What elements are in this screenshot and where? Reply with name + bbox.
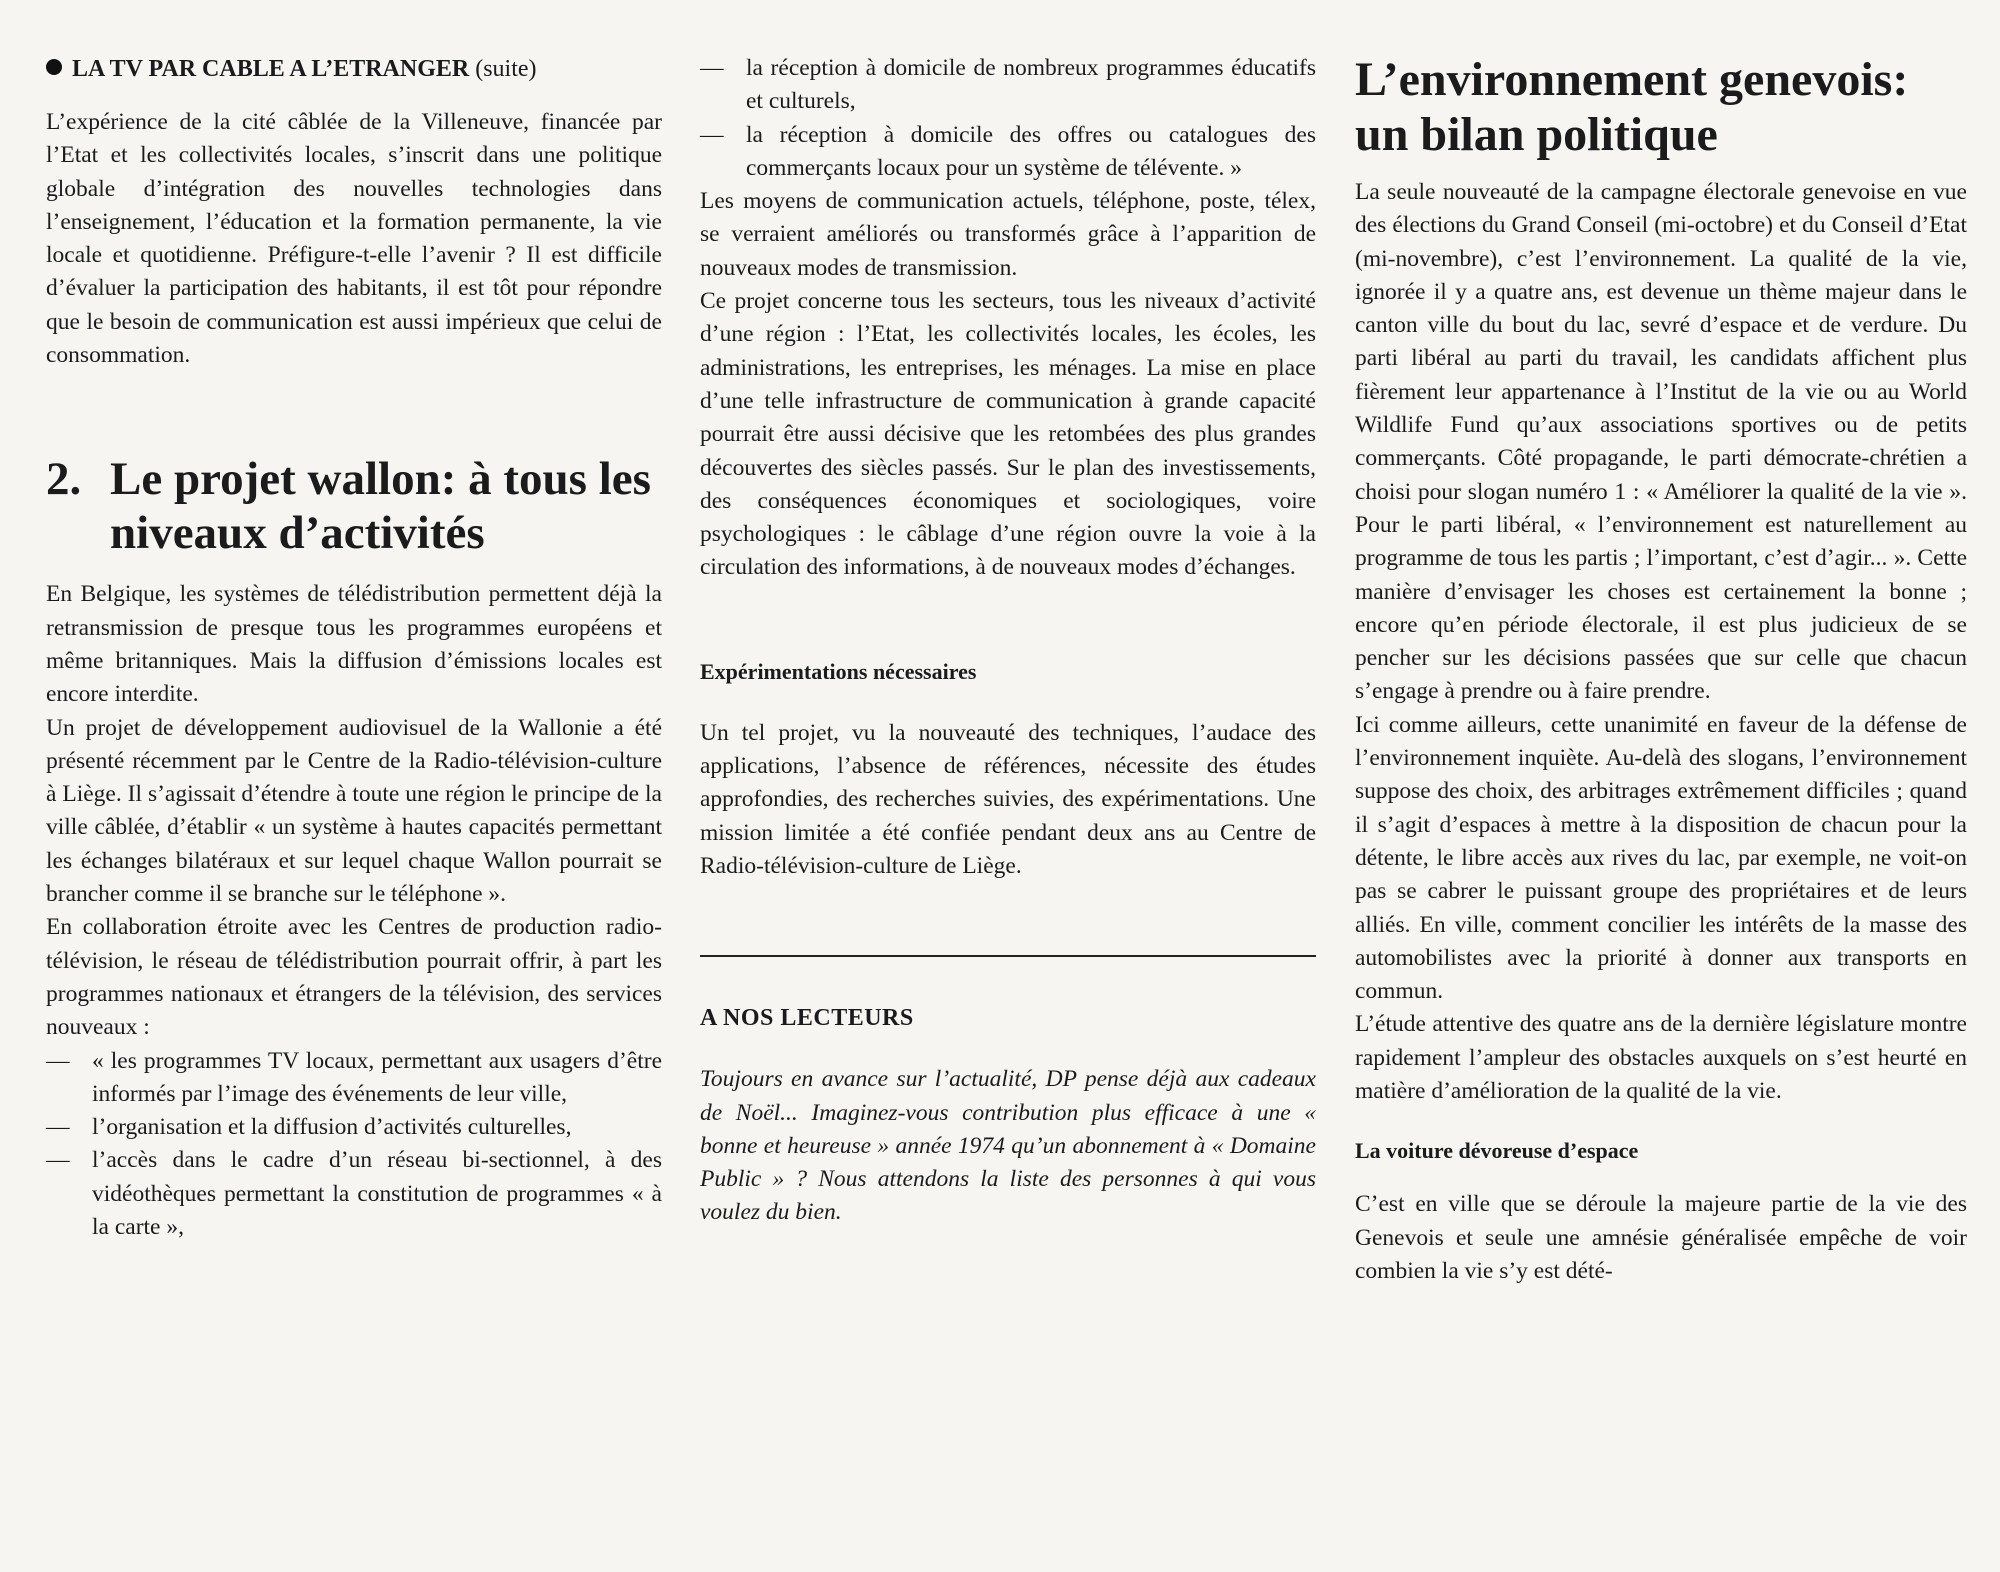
list-item: — la réception à domicile des offres ou catalogues des commerçants locaux pour un système de télévente. » [700,119,1316,186]
paragraph: Ce projet concerne tous les secteurs, tous les niveaux d’activité d’une région : l’Etat, les collectivités locales, les écoles, les administrations, les entreprises, les ménages. La mise en place d’une telle infrastructure de communication à grande capacité pourrait être aussi décisive que les retombées des plus grandes découvertes des siècles passés. Sur le plan des investissements, des conséquences économiques et sociologiques, voire psychologiques : le câblage d’une région ouvre la voie à la circulation des informations, à de nouveaux modes d’échanges. [700,288,1316,581]
list-item: — « les programmes TV locaux, permettant aux usagers d’être informés par l’image des événements de leur ville, [46,1045,662,1112]
article-heading-wallon [46,452,662,560]
notice-title: A NOS LECTEURS [700,1005,914,1032]
column-middle [700,52,1316,1230]
paragraph: La seule nouveauté de la campagne électorale genevoise en vue des élections du Grand Conseil (mi-octobre) et du Conseil d’Etat (mi-novembre), c’est l’environnement. La qualité de la vie, ignorée il y a quatre ans, est devenue un thème majeur dans le canton ville du bout du lac, sevré d’espace et de verdure. Du parti libéral au parti du travail, les candidats affichent plus fièrement leur appartenance à l’Institut de la vie ou au World Wildlife Fund qu’aux associations sportives ou de petits commerçants. Côté propagande, le parti démocrate-chrétien a choisi pour slogan numéro 1 : « Améliorer la qualité de la vie ». Pour le parti libéral, « l’environnement est naturellement au programme de tous les partis ; l’important, c’est d’agir... ». Cette manière d’envisager les choses est certainement la bonne ; encore qu’en période électorale, il est plus judicieux de se pencher sur les décisions passées que sur celle que chacun s’engage à prendre ou à faire prendre. [1355,179,1967,705]
services-list-continued [700,52,1316,185]
subheading-experimentations: Expérimentations nécessaires [700,658,977,684]
paragraph: Les moyens de communication actuels, téléphone, poste, télex, se verraient améliorés ou transformés grâce à l’apparition de nouveaux modes de transmission. [700,188,1316,281]
paragraph: L’expérience de la cité câblée de la Villeneuve, financée par l’Etat et les collectivités locales, s’inscrit dans une politique globale d’intégration des nouvelles technologies dans l’enseignement, l’éducation et la formation permanente, la vie locale et quotidienne. Préfigure-t-elle l’avenir ? Il est difficile d’évaluer la participation des habitants, il est tôt pour répondre que le besoin de communication est aussi impérieux que celui de consommation. [46,109,662,369]
column-right [1355,52,1967,1288]
list-item: — l’organisation et la diffusion d’activités culturelles, [46,1111,662,1144]
subheading-voiture: La voiture dévoreuse d’espace [1355,1138,1639,1164]
heading-text: Le projet wallon: à tous les niveaux d’activités [110,453,651,560]
column-left [46,52,662,1244]
paragraph: Un projet de développement audiovisuel de la Wallonie a été présenté récemment par le Centre de la Radio-télévision-culture à Liège. Il s’agissait d’étendre à toute une région le principe de la ville câblée, d’établir « un système à hautes capacités permettant les échanges bilatéraux et sur lequel chaque Wallon pourrait se brancher comme il se branche sur le téléphone ». [46,714,662,908]
article-heading-geneve: L’environnement genevois: un bilan politique [1355,53,1909,161]
paragraph: C’est en ville que se déroule la majeure partie de la vie des Genevois et seule une amnésie généralisée empêche de voir combien la vie s’y est dété- [1355,1191,1967,1284]
divider-rule [700,955,1316,957]
list-item: — l’accès dans le cadre d’un réseau bi-sectionnel, à des vidéothèques permettant la constitution de programmes « à la carte », [46,1144,662,1244]
heading-number: 2. [46,453,82,506]
bullet-icon [46,59,62,75]
paragraph: En Belgique, les systèmes de télédistribution permettent déjà la retransmission de presque tous les programmes européens et même britanniques. Mais la diffusion d’émissions locales est encore interdite. [46,581,662,708]
notice-text: Toujours en avance sur l’actualité, DP pense déjà aux cadeaux de Noël... Imaginez-vous contribution plus efficace à une « bonne et heureuse » année 1974 qu’un abonnement à « Domaine Public » ? Nous attendons la liste des personnes à qui vous voulez du bien. [700,1066,1316,1226]
services-list [46,1045,662,1245]
paragraph: Ici comme ailleurs, cette unanimité en faveur de la défense de l’environnement inquiète. Au-delà des slogans, l’environnement suppose des choix, des arbitrages extrêmement difficiles ; quand il s’agit d’espaces à mettre à la disposition de chacun pour la détente, le libre accès aux rives du lac, par exemple, ne voit-on pas se cabrer le puissant groupe des propriétaires et de leurs alliés. En ville, comment concilier les intérêts de la masse des automobilistes avec la priorité à donner aux transports en commun. [1355,711,1967,1005]
paragraph: L’étude attentive des quatre ans de la dernière législature montre rapidement l’ampleur des obstacles auxquels on s’est heurté en matière d’amélioration de la qualité de la vie. [1355,1011,1967,1105]
section-kicker [46,52,662,86]
paragraph: En collaboration étroite avec les Centres de production radio-télévision, le réseau de télédistribution pourrait offrir, à part les programmes nationaux et étrangers de la télévision, des services nouveaux : [46,914,662,1041]
kicker-suffix: (suite) [469,56,537,82]
list-item: — la réception à domicile de nombreux programmes éducatifs et culturels, [700,52,1316,119]
kicker-bold: LA TV PAR CABLE A L’ETRANGER [72,56,470,82]
paragraph: Un tel projet, vu la nouveauté des techniques, l’audace des applications, l’absence de références, nécessite des études approfondies, des recherches suivies, des expérimentations. Une mission limitée a été confiée pendant deux ans au Centre de Radio-télévision-culture de Liège. [700,719,1316,879]
